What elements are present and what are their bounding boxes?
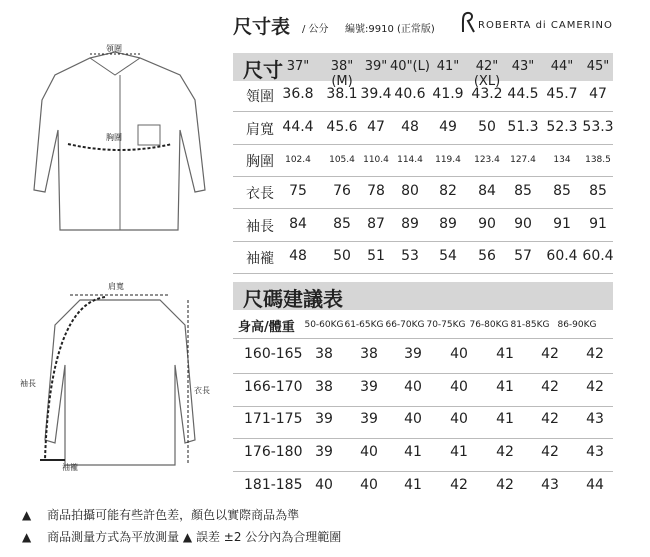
weight-column-header: 86-90KG <box>557 320 597 330</box>
brand-name: ROBERTA di CAMERINO <box>478 20 613 31</box>
size-cell: 52.3 <box>546 119 578 135</box>
length-label: 衣長 <box>194 386 210 395</box>
size-cell: 44.5 <box>507 86 539 102</box>
size-row-label: 胸圍 <box>246 154 274 170</box>
suggest-cell: 41 <box>496 411 514 427</box>
height-row-label: 171-175 <box>244 411 303 427</box>
size-cell: 51.3 <box>507 119 539 135</box>
size-cell: 105.4 <box>329 155 355 165</box>
suggest-cell: 44 <box>586 477 604 493</box>
size-cell: 114.4 <box>397 155 423 165</box>
size-cell: 110.4 <box>363 155 389 165</box>
size-column-header: 43" <box>511 59 535 74</box>
height-row-label: 176-180 <box>244 444 303 460</box>
size-cell: 56 <box>478 248 496 264</box>
suggest-cell: 40 <box>404 379 422 395</box>
suggest-cell: 39 <box>360 411 378 427</box>
row-divider <box>233 373 613 374</box>
suggest-cell: 40 <box>315 477 333 493</box>
suggest-cell: 38 <box>315 379 333 395</box>
size-cell: 60.4 <box>582 248 614 264</box>
weight-column-header: 61-65KG <box>344 320 384 330</box>
size-cell: 119.4 <box>435 155 461 165</box>
size-cell: 82 <box>439 183 457 199</box>
suggest-cell: 42 <box>496 477 514 493</box>
size-cell: 51 <box>367 248 385 264</box>
weight-column-header: 70-75KG <box>426 320 466 330</box>
size-cell: 89 <box>401 216 419 232</box>
size-cell: 53.3 <box>582 119 614 135</box>
suggest-cell: 40 <box>404 411 422 427</box>
size-cell: 53 <box>401 248 419 264</box>
cuff-label: 袖襱 <box>62 463 78 472</box>
suggest-cell: 39 <box>315 411 333 427</box>
note-1: ▲ 商品拍攝可能有些許色差，顏色以實際商品為準 <box>22 508 300 522</box>
sleeve-label: 袖長 <box>20 379 36 388</box>
weight-column-header: 50-60KG <box>304 320 344 330</box>
size-cell: 80 <box>401 183 419 199</box>
shoulder-label: 肩寬 <box>108 282 124 291</box>
size-cell: 50 <box>333 248 351 264</box>
size-column-header: 41" <box>436 59 460 74</box>
size-cell: 127.4 <box>510 155 536 165</box>
row-divider <box>233 208 613 209</box>
size-cell: 45.7 <box>546 86 578 102</box>
weight-column-header: 81-85KG <box>510 320 550 330</box>
row-divider <box>233 338 613 339</box>
size-cell: 138.5 <box>585 155 611 165</box>
suggest-cell: 40 <box>450 346 468 362</box>
suggest-cell: 42 <box>541 411 559 427</box>
size-cell: 84 <box>478 183 496 199</box>
row-divider <box>233 111 613 112</box>
suggest-cell: 43 <box>541 477 559 493</box>
row-divider <box>233 406 613 407</box>
chest-label: 胸圍 <box>106 133 122 142</box>
suggest-table-title: 尺碼建議表 <box>243 287 343 311</box>
suggest-cell: 41 <box>404 477 422 493</box>
suggest-cell: 42 <box>541 379 559 395</box>
size-column-header: 45" <box>586 59 610 74</box>
shirt-back-diagram <box>20 285 220 475</box>
size-cell: 134 <box>553 155 571 165</box>
height-row-label: 166-170 <box>244 379 303 395</box>
size-cell: 41.9 <box>432 86 464 102</box>
weight-column-header: 66-70KG <box>385 320 425 330</box>
brand-logo-icon <box>458 10 478 36</box>
size-column-header: 42"(XL) <box>473 59 501 89</box>
suggest-cell: 39 <box>404 346 422 362</box>
suggest-cell: 42 <box>541 444 559 460</box>
unit-label: / 公分 <box>302 24 329 35</box>
suggest-table-header <box>233 282 613 310</box>
size-row-label: 肩寬 <box>246 122 274 138</box>
suggest-cell: 40 <box>360 444 378 460</box>
size-cell: 91 <box>553 216 571 232</box>
size-cell: 48 <box>401 119 419 135</box>
suggest-cell: 42 <box>586 379 604 395</box>
suggest-cell: 39 <box>360 379 378 395</box>
size-column-header: 37" <box>286 59 310 74</box>
size-cell: 91 <box>589 216 607 232</box>
suggest-cell: 41 <box>450 444 468 460</box>
size-cell: 47 <box>589 86 607 102</box>
size-column-header: 39" <box>364 59 388 74</box>
size-table-title: 尺寸 <box>243 58 283 82</box>
row-divider <box>233 273 613 274</box>
suggest-cell: 38 <box>360 346 378 362</box>
note-2: ▲ 商品測量方式為平放測量 ▲ 誤差 ±2 公分內為合理範圍 <box>22 530 342 544</box>
size-row-label: 袖長 <box>246 219 274 235</box>
size-cell: 85 <box>589 183 607 199</box>
size-cell: 89 <box>439 216 457 232</box>
row-divider <box>233 471 613 472</box>
suggest-cell: 39 <box>315 444 333 460</box>
page-title: 尺寸表 <box>233 16 291 38</box>
size-cell: 90 <box>478 216 496 232</box>
size-cell: 36.8 <box>282 86 314 102</box>
size-row-label: 領圍 <box>246 89 274 105</box>
size-cell: 39.4 <box>360 86 392 102</box>
size-cell: 48 <box>289 248 307 264</box>
triangle-icon: ▲ <box>22 530 32 544</box>
product-code: 編號:9910 (正常版) <box>345 24 435 35</box>
suggest-cell: 40 <box>450 379 468 395</box>
size-cell: 54 <box>439 248 457 264</box>
row-divider <box>233 241 613 242</box>
height-row-label: 181-185 <box>244 477 303 493</box>
size-cell: 85 <box>514 183 532 199</box>
size-cell: 47 <box>367 119 385 135</box>
suggest-cell: 38 <box>315 346 333 362</box>
size-row-label: 袖襱 <box>246 251 274 267</box>
size-cell: 49 <box>439 119 457 135</box>
size-cell: 90 <box>514 216 532 232</box>
weight-column-header: 76-80KG <box>469 320 509 330</box>
suggest-corner-label: 身高/體重 <box>238 320 295 335</box>
suggest-cell: 40 <box>360 477 378 493</box>
size-cell: 50 <box>478 119 496 135</box>
size-cell: 87 <box>367 216 385 232</box>
suggest-cell: 41 <box>404 444 422 460</box>
triangle-icon: ▲ <box>22 508 32 522</box>
suggest-cell: 42 <box>541 346 559 362</box>
suggest-cell: 40 <box>450 411 468 427</box>
size-cell: 84 <box>289 216 307 232</box>
triangle-icon: ▲ <box>182 530 193 544</box>
suggest-cell: 42 <box>450 477 468 493</box>
collar-label: 領圍 <box>106 44 122 53</box>
row-divider <box>233 176 613 177</box>
suggest-cell: 42 <box>586 346 604 362</box>
size-column-header: 44" <box>550 59 574 74</box>
size-cell: 76 <box>333 183 351 199</box>
size-cell: 44.4 <box>282 119 314 135</box>
suggest-cell: 43 <box>586 444 604 460</box>
size-cell: 57 <box>514 248 532 264</box>
size-column-header: 38"(M) <box>330 59 354 89</box>
suggest-cell: 41 <box>496 379 514 395</box>
size-cell: 60.4 <box>546 248 578 264</box>
size-cell: 78 <box>367 183 385 199</box>
size-row-label: 衣長 <box>246 186 274 202</box>
size-cell: 40.6 <box>394 86 426 102</box>
size-cell: 75 <box>289 183 307 199</box>
suggest-cell: 41 <box>496 346 514 362</box>
size-cell: 38.1 <box>326 86 358 102</box>
size-cell: 85 <box>333 216 351 232</box>
suggest-cell: 42 <box>496 444 514 460</box>
row-divider <box>233 144 613 145</box>
size-cell: 45.6 <box>326 119 358 135</box>
size-cell: 43.2 <box>471 86 503 102</box>
size-column-header: 40"(L) <box>390 59 430 74</box>
suggest-cell: 43 <box>586 411 604 427</box>
size-cell: 85 <box>553 183 571 199</box>
row-divider <box>233 438 613 439</box>
size-cell: 102.4 <box>285 155 311 165</box>
height-row-label: 160-165 <box>244 346 303 362</box>
size-cell: 123.4 <box>474 155 500 165</box>
